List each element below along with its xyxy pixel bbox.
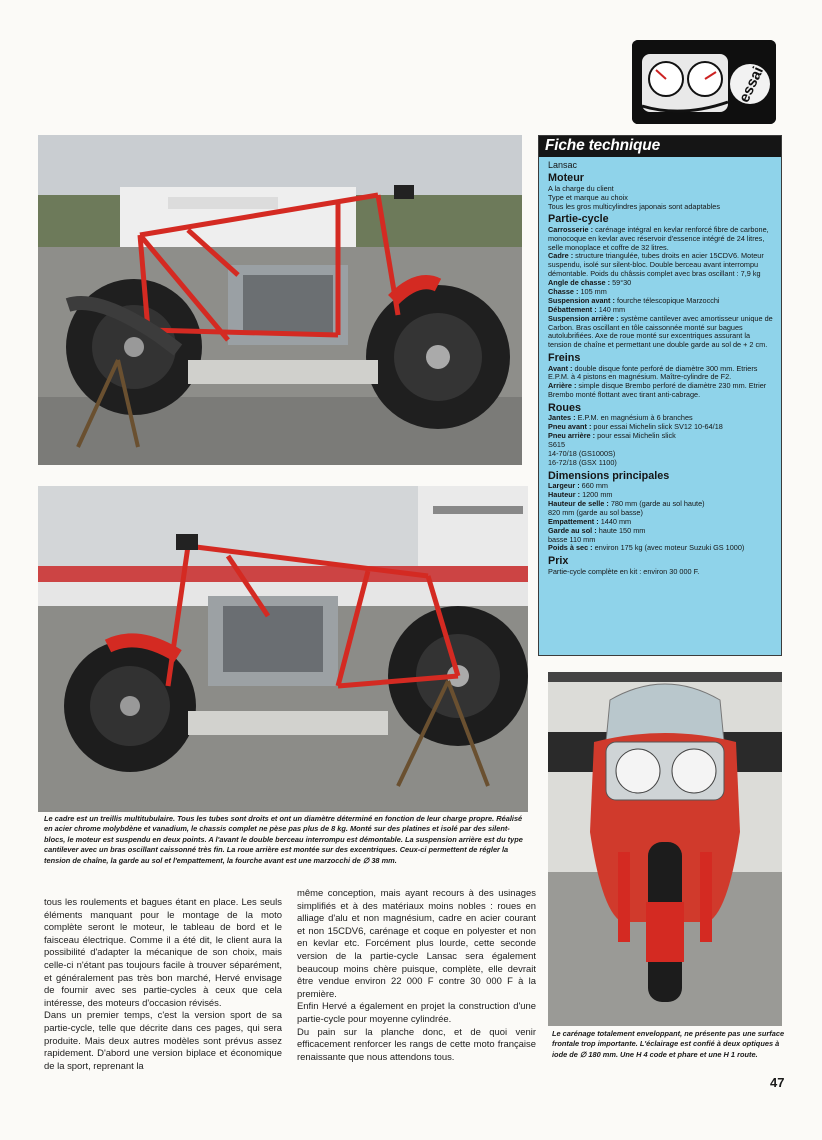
spec-pneu-arriere: Pneu arrière : pour essai Michelin slick — [548, 431, 676, 441]
logo-label: essai — [735, 64, 767, 106]
spec-susp-arriere: Suspension arrière : système cantilever avec amortisseur unique de Carbon. Bras oscillant en tôle caissonnée monté sur bagues autolubrifiées. Axe de roue monté sur excentriques assurant la tension de chaîne et permettant une double garde au sol de + 2 cm. — [548, 313, 773, 350]
fiche-title: Fiche technique — [539, 136, 781, 157]
spec-frein-arriere: Arrière : simple disque Brembo perforé de diamètre 230 mm. Etrier Brembo monté flottant avec tirant anti-cabrage. — [548, 381, 767, 400]
heading-partie-cycle: Partie-cycle — [548, 213, 609, 226]
spec-hauteur: Hauteur : 1200 mm — [548, 490, 613, 500]
body-paragraph: Dans un premier temps, c'est la version sport de sa partie-cycle, telle que décrite dans ces pages, qui sera produite. Mais deux autres modèles sont prévus assez rapidement. D'abord une version biplace et économique de la sport, reprenant la — [44, 1010, 282, 1072]
spec-empattement: Empattement : 1440 mm — [548, 516, 632, 526]
photo-frame-right-side — [38, 135, 522, 465]
heading-moteur: Moteur — [548, 172, 584, 185]
spec-poids: Poids à sec : environ 175 kg (avec moteur Suzuki GS 1000) — [548, 543, 745, 553]
body-paragraph: Enfin Hervé a également en projet la construction d'une partie-cycle pour moyenne cylindrée. — [297, 1001, 536, 1025]
moteur-line: Type et marque au choix — [548, 192, 628, 202]
spec-susp-avant: Suspension avant : fourche télescopique Marzocchi — [548, 295, 720, 305]
spec-jantes: Jantes : E.P.M. en magnésium à 6 branches — [548, 413, 693, 423]
photo-frame-left-side — [38, 486, 528, 812]
page-number: 47 — [770, 1075, 785, 1090]
spec-pneu-extra: 16-72/18 (GSX 1100) — [548, 457, 617, 467]
body-paragraph: tous les roulements et bagues étant en place. Les seuls éléments manquant pour le montage de la moto complète seront le moteur, le tableau de bord et le faisceau électrique. Comme il a été dit, le client aura la possibilité d'adapter la mécanique de son choix, mais celle-ci n'étant pas toujours facile à trouver séparément, et généralement pas très bon marché, Hervé envisage de fournir avec ses partie-cycles à ceux que cela intéresse, des moteurs d'occasion révisés. — [44, 897, 282, 1009]
spec-selle-basse: 820 mm (garde au sol basse) — [548, 507, 643, 517]
spec-carrosserie: Carrosserie : carénage intégral en kevlar renforcé fibre de carbone, monocoque en kevlar avec réservoir d'essence intégré de 24 litres, selle monoplace et coffre de 32 litres. — [548, 224, 769, 252]
caption-frame: Le cadre est un treillis multitubulaire. Tous les tubes sont droits et ont un diamètre déterminé en fonction de leur charge propre. Réalisé en acier chrome molybdène et vanadium, le chassis complet ne pèse pas plus de 8 kg. Monté sur des platines et isolé par des silent-blocs, le moteur est suspendu en deux points. A l'avant le double berceau interrompu est démontable. La suspension arrière est du type cantilever avec un bras oscillant caissonné très fin. La roue arrière est montée sur des excentriques. Ceux-ci permettent de régler la tension de chaîne, la garde au sol et l'empattement, la fourche avant est une marzocchi de ∅ 38 mm. — [44, 814, 523, 865]
moteur-line: A la charge du client — [548, 183, 614, 193]
spec-pneu-extra: S615 — [548, 440, 566, 450]
heading-dimensions: Dimensions principales — [548, 469, 670, 482]
body-column-2 — [297, 888, 536, 1064]
body-paragraph: même conception, mais ayant recours à des usinages simplifiés et à des matériaux moins nobles : roues en alliage d'alu et non magnésium, cadre en acier courant et non 15CDV6, carénage et coque en polyester et non en kevlar etc. Forcément plus lourde, cette seconde version de la partie-cycle Lansac sera également beaucoup moins chère puisque, complète, elle devrait être vendue environ 22 000 F contre 30 000 F à la première. — [297, 888, 536, 1000]
caption-fairing: Le carénage totalement enveloppant, ne présente pas une surface frontale trop importante. L'éclairage est confié à deux optiques à iode de ∅ 180 mm. Une H 4 code et phare et une H 1 route. — [552, 1029, 785, 1059]
spec-prix: Partie-cycle complète en kit : environ 30 000 F. — [548, 566, 700, 576]
fiche-technique — [538, 135, 782, 656]
spec-selle: Hauteur de selle : 780 mm (garde au sol haute) — [548, 498, 705, 508]
essai-logo — [632, 40, 776, 124]
moteur-line: Tous les gros multicylindres japonais sont adaptables — [548, 201, 720, 211]
spec-frein-avant: Avant : double disque fonte perforé de diamètre 300 mm. Etriers E.P.M. à 4 pistons en magnésium. Maître-cylindre de F2. — [548, 363, 758, 382]
spec-cadre: Cadre : structure triangulée, tubes droits en acier 15CDV6. Moteur suspendu, isolé sur silent-bloc. Double berceau avant interrompu démontable. Poids du châssis complet avec bras oscillant : 7,9 kg — [548, 251, 764, 279]
fiche-brand: Lansac — [548, 159, 578, 170]
body-column-1 — [44, 897, 282, 1073]
spec-pneu-extra: 14-70/18 (GS1000S) — [548, 449, 616, 459]
spec-chasse: Chasse : 105 mm — [548, 287, 607, 297]
spec-garde: Garde au sol : haute 150 mm — [548, 525, 646, 535]
heading-prix: Prix — [548, 555, 569, 568]
heading-freins: Freins — [548, 352, 581, 365]
spec-largeur: Largeur : 660 mm — [548, 481, 609, 491]
spec-debattement: Débattement : 140 mm — [548, 304, 626, 314]
heading-roues: Roues — [548, 402, 581, 415]
photo-front-fairing — [548, 672, 782, 1026]
body-paragraph: Du pain sur la planche donc, et de quoi venir efficacement renforcer les rangs de cette moto française renaissante que nous attendons tous. — [297, 1026, 536, 1063]
spec-angle: Angle de chasse : 59°30 — [548, 278, 632, 288]
spec-pneu-avant: Pneu avant : pour essai Michelin slick SV12 10-64/18 — [548, 422, 723, 432]
spec-garde-basse: basse 110 mm — [548, 534, 596, 544]
